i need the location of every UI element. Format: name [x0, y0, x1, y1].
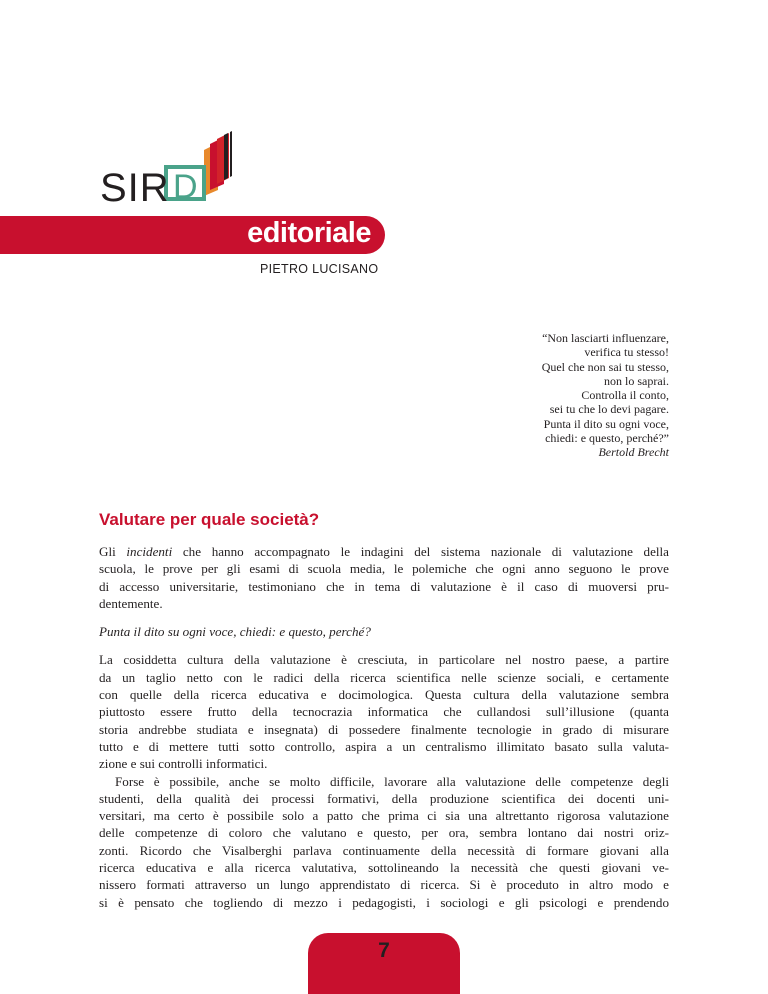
text-line: piuttosto essere frutto della tecnocrazia informatica che cullandosi sull’illusione (quanta: [99, 704, 669, 720]
text-line: nissero formati attraverso un lungo apprendistato di ricerca. Si è proceduto in altro modo e: [99, 877, 669, 893]
quote-line: non lo saprai.: [604, 373, 669, 388]
author-name: PIETRO LUCISANO: [260, 262, 379, 276]
text: Gli: [99, 544, 127, 559]
text-line: con quelle della ricerca educativa e docimologica. Questa cultura della valutazione sembra: [99, 687, 669, 703]
text-line: zonti. Ricordo che Visalberghi parlava continuamente della necessità di formare giovani alla: [99, 842, 669, 858]
epigraph: [449, 331, 669, 460]
article-body: [99, 543, 669, 911]
page-number-tab: [308, 933, 460, 994]
quote-line: “Non lasciarti influenzare,: [542, 331, 669, 345]
text-line: scuola, le prove per gli esami di scuola media, le polemiche che ogni anno seguono le prove: [99, 561, 669, 577]
paragraph-3: [99, 773, 669, 911]
subheading: Punta il dito su ogni voce, chiedi: e questo, perché?: [99, 624, 371, 640]
text: che hanno accompagnato le indagini del sistema nazionale di valutazione della: [172, 544, 669, 559]
text-line: studenti, della qualità dei processi formativi, della produzione scientifica dei docenti uni-: [99, 790, 669, 806]
quote-line: sei tu che lo devi pagare.: [549, 402, 669, 417]
page-number: 7: [378, 939, 390, 962]
section-title: editoriale: [247, 217, 371, 249]
emphasis: incidenti: [126, 544, 173, 559]
quote-line: Controlla il conto,: [581, 388, 669, 403]
text-line: delle competenze di coloro che valutano e questo, per ora, sembra lontano dai nostri oriz-: [99, 825, 669, 841]
quote-line: chiedi: e questo, perché?”: [545, 431, 669, 446]
paragraph-2: [99, 651, 669, 772]
text-line: di accesso universitarie, testimoniano che in tema di valutazione è il caso di muoversi pru-: [99, 578, 669, 594]
text-line: da un taglio netto con le radici della ricerca scientifica nelle scienze sociali, e certamente: [99, 669, 669, 685]
paragraph-1: [99, 543, 669, 612]
text-line: versitari, ma certo è possibile solo a patto che prima ci sia una altrettanto rigorosa valutazione: [99, 808, 669, 824]
text-line: La cosiddetta cultura della valutazione è cresciuta, in particolare nel nostro paese, a partire: [99, 652, 669, 668]
sird-logo: [100, 130, 250, 210]
text-line: tutto e di mettere tutti sotto controllo, aspira a un centralismo illimitato basato sulla valuta-: [99, 738, 669, 754]
quote-line: Quel che non sai tu stesso,: [541, 359, 669, 374]
quote-line: verifica tu stesso!: [584, 345, 669, 360]
text-line: Forse è possibile, anche se molto difficile, lavorare alla valutazione delle competenze degli: [115, 773, 669, 789]
logo-letter: D: [173, 168, 198, 206]
text-line: dentemente.: [99, 595, 163, 611]
quote-line: Punta il dito su ogni voce,: [543, 416, 669, 431]
article-title: Valutare per quale società?: [99, 510, 320, 529]
text-line: si è pensato che togliendo di mezzo i pedagogisti, i sociologi e gli psicologi e prendendo: [99, 894, 669, 910]
text-line: ricerca educativa e alla ricerca valutativa, sottolineando la necessità che questi giovani ve-: [99, 860, 669, 876]
text-line: storia andrebbe studiata e insegnata) di possedere finalmente tecnologie in grado di misurare: [99, 721, 669, 737]
text-line: zione e sui controlli informatici.: [99, 756, 268, 772]
section-banner: [0, 216, 385, 254]
quote-attribution: Bertold Brecht: [598, 445, 669, 460]
logo-text: SIR: [100, 166, 170, 210]
